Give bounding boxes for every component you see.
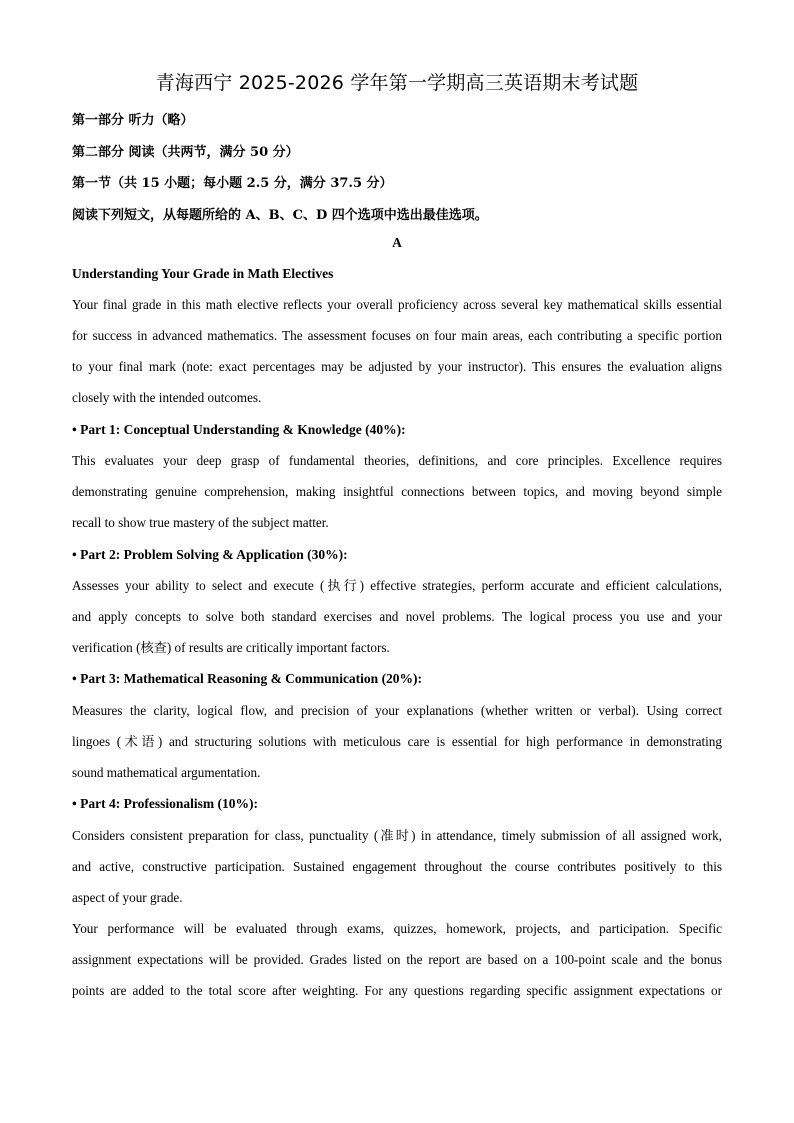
closing-paragraph — [72, 913, 722, 1006]
part-2-paragraph — [72, 570, 722, 663]
paragraph-line: aspect of your grade. — [72, 890, 183, 906]
section-one-label: 第一节（共 15 小题；每小题 2.5 分，满分 37.5 分） — [72, 176, 393, 191]
paragraph-line: closely with the intended outcomes. — [72, 390, 262, 406]
paragraph-line: demonstrating genuine comprehension, making insightful connections between topics, and moving beyond simple — [72, 484, 722, 500]
paragraph-line: Assesses your ability to select and execute (执行) effective strategies, perform accurate and efficient calculations, — [72, 578, 722, 593]
paragraph-line: and active, constructive participation. Sustained engagement throughout the course contributes positively to this — [72, 859, 722, 875]
part-4-paragraph — [72, 820, 722, 913]
paragraph-line: Measures the clarity, logical flow, and precision of your explanations (whether written or verbal). Using correct — [72, 703, 722, 718]
paragraph-line: Your final grade in this math elective reflects your overall proficiency across several key mathematical skills essential — [72, 297, 722, 312]
paragraph-line: points are added to the total score after weighting. For any questions regarding specific assignment expectations or — [72, 983, 722, 999]
reading-instruction: 阅读下列短文，从每题所给的 A、B、C、D 四个选项中选出最佳选项。 — [72, 208, 488, 223]
part-3-heading: • Part 3: Mathematical Reasoning & Communication (20%): — [72, 671, 423, 686]
paragraph-line: verification (核查) of results are critically important factors. — [72, 640, 390, 656]
paragraph-line: recall to show true mastery of the subject matter. — [72, 515, 329, 531]
part-2-heading: • Part 2: Problem Solving & Application (30%): — [72, 547, 348, 562]
part-1-paragraph — [72, 445, 722, 538]
paragraph-line: assignment expectations will be provided. Grades listed on the report are based on a 100-point scale and the bonus — [72, 952, 722, 968]
paragraph-line: to your final mark (note: exact percentages may be adjusted by your instructor). This ensures the evaluation aligns — [72, 359, 722, 375]
part-3-paragraph — [72, 695, 722, 788]
part-one-label: 第一部分 听力（略） — [72, 113, 194, 128]
passage-letter: A — [392, 235, 402, 250]
intro-paragraph — [72, 289, 722, 413]
paragraph-line: sound mathematical argumentation. — [72, 765, 261, 781]
paragraph-line: This evaluates your deep grasp of fundamental theories, definitions, and core principles. Excellence requires — [72, 453, 722, 468]
paragraph-line: Considers consistent preparation for class, punctuality (准时) in attendance, timely submission of all assigned work, — [72, 828, 722, 843]
part-4-heading: • Part 4: Professionalism (10%): — [72, 796, 258, 811]
paragraph-line: for success in advanced mathematics. The assessment focuses on four main areas, each contributing a specific portion — [72, 328, 722, 344]
passage-heading: Understanding Your Grade in Math Electives — [72, 266, 334, 281]
paragraph-line: and apply concepts to solve both standard exercises and novel problems. The logical process you use and your — [72, 609, 722, 625]
part-two-label: 第二部分 阅读（共两节，满分 50 分） — [72, 145, 299, 160]
paragraph-line: lingoes (术语) and structuring solutions with meticulous care is essential for high performance in demonstrating — [72, 734, 722, 750]
part-1-heading: • Part 1: Conceptual Understanding & Knowledge (40%): — [72, 422, 406, 437]
exam-title: 青海西宁 2025-2026 学年第一学期高三英语期末考试题 — [155, 72, 639, 94]
paragraph-line: Your performance will be evaluated through exams, quizzes, homework, projects, and participation. Specific — [72, 921, 722, 936]
